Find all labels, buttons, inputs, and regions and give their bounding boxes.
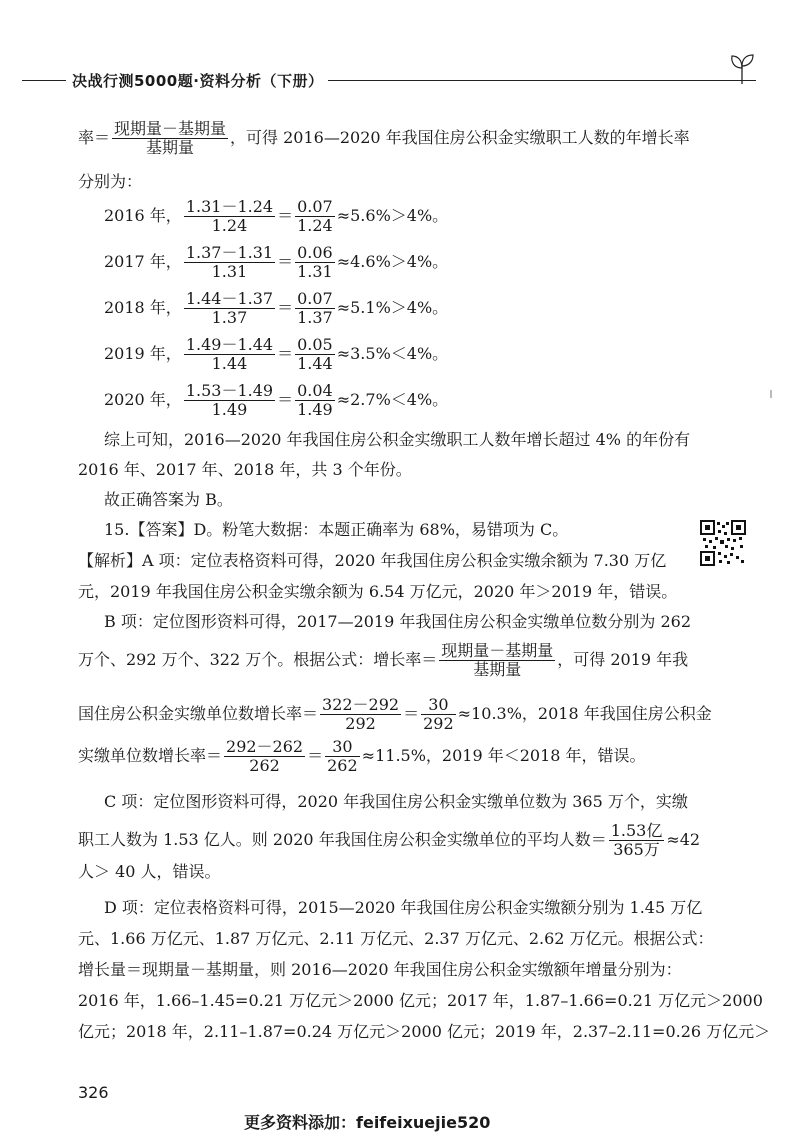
year-row: 2018 年， $\frac{1.44-1.37}{1.37}$ ＝ $\frac{0.07}{1.37}$ ≈5.1%＞4%。 [104, 289, 449, 327]
q15-d-line-3: 增长量＝现期量－基期量，则 2016—2020 年我国住房公积金实缴额年增量分别为： [78, 960, 682, 979]
q15-c-line-3: 人＞ 40 人，错误。 [78, 862, 221, 881]
summary-line-2: 2016 年、2017 年、2018 年，共 3 个年份。 [78, 460, 412, 479]
answer-line: 故正确答案为 B。 [104, 490, 233, 509]
q15-d-line-5: 亿元；2018 年，2.11–1.87=0.24 万亿元＞2000 亿元；2019 年，2.37–2.11=0.26 万亿元＞ [78, 1022, 771, 1041]
year-row: 2020 年， $\frac{1.53-1.49}{1.49}$ ＝ $\frac{0.04}{1.49}$ ≈2.7%＜4%。 [104, 381, 449, 419]
qr-code-icon [700, 520, 746, 566]
q15-d-line-1: D 项：定位表格资料可得，2015—2020 年我国住房公积金实缴额分别为 1.45 万亿 [104, 898, 703, 917]
q15-b-line-2: 万个、292 万个、322 万个。根据公式：增长率＝ $\frac{\text{现期量－基期量}}{\text{基期量}}$ ，可得 2019 年我 [78, 641, 689, 679]
footer-note: 更多资料添加：feifeixuejie520 [244, 1113, 491, 1132]
q15-d-line-4: 2016 年，1.66–1.45=0.21 万亿元＞2000 亿元；2017 年，1.87–1.66=0.21 万亿元＞2000 [78, 991, 763, 1010]
intro-line-2: 分别为： [78, 172, 143, 191]
q15-a-line-1: 【解析】A 项：定位表格资料可得，2020 年我国住房公积金实缴余额为 7.30 万亿 [78, 551, 667, 570]
q15-d-line-2: 元、1.66 万亿元、1.87 万亿元、2.11 万亿元、2.37 万亿元、2.62 万亿元。根据公式： [78, 929, 714, 948]
growth-formula-fraction: $\frac{\text{现期量－基期量}}{\text{基期量}}$ [441, 641, 554, 679]
scan-mark [770, 390, 772, 398]
header-rule-left [22, 80, 66, 81]
q15-b-line-3: 国住房公积金实缴单位数增长率＝ $\frac{322-292}{292}$ ＝ $\frac{30}{292}$ ≈10.3%，2018 年我国住房公积金 [78, 695, 712, 733]
q15-c-line-1: C 项：定位图形资料可得，2020 年我国住房公积金实缴单位数为 365 万个，实缴 [104, 792, 688, 811]
year-row: 2017 年， $\frac{1.37-1.31}{1.31}$ ＝ $\frac{0.06}{1.31}$ ≈4.6%＞4%。 [104, 243, 449, 281]
year-row: 2016 年， $\frac{1.31-1.24}{1.24}$ ＝ $\frac{0.07}{1.24}$ ≈5.6%＞4%。 [104, 197, 449, 235]
intro-fraction: $\frac{\text{现期量－基期量}}{\text{基期量}}$ [114, 119, 227, 157]
intro-suffix: ，可得 2016—2020 年我国住房公积金实缴职工人数的年增长率 [230, 128, 690, 147]
book-title: 决战行测5000题·资料分析（下册） [72, 72, 324, 90]
intro-prefix: 率＝ [78, 128, 111, 147]
summary-line-1: 综上可知，2016—2020 年我国住房公积金实缴职工人数年增长超过 4% 的年份有 [104, 430, 691, 449]
q15-b-line-4: 实缴单位数增长率＝ $\frac{292-262}{262}$ ＝ $\frac{30}{262}$ ≈11.5%，2019 年＜2018 年，错误。 [78, 737, 646, 775]
q15-a-line-2: 元，2019 年我国住房公积金实缴余额为 6.54 万亿元，2020 年＞2019 年，错误。 [78, 582, 678, 601]
sprout-icon [728, 50, 756, 84]
year-row: 2019 年， $\frac{1.49-1.44}{1.44}$ ＝ $\frac{0.05}{1.44}$ ≈3.5%＜4%。 [104, 335, 449, 373]
q15-c-line-2: 职工人数为 1.53 亿人。则 2020 年我国住房公积金实缴单位的平均人数＝ $\frac{\text{1.53亿}}{\text{365万}}$ ≈42 [78, 821, 701, 859]
intro-line [78, 120, 690, 157]
page-number: 326 [78, 1083, 109, 1102]
q15-answer: 15.【答案】D。粉笔大数据：本题正确率为 68%，易错项为 C。 [104, 520, 569, 539]
header-rule-right [328, 80, 756, 81]
q15-b-line-1: B 项：定位图形资料可得，2017—2019 年我国住房公积金实缴单位数分别为 262 [104, 612, 691, 631]
